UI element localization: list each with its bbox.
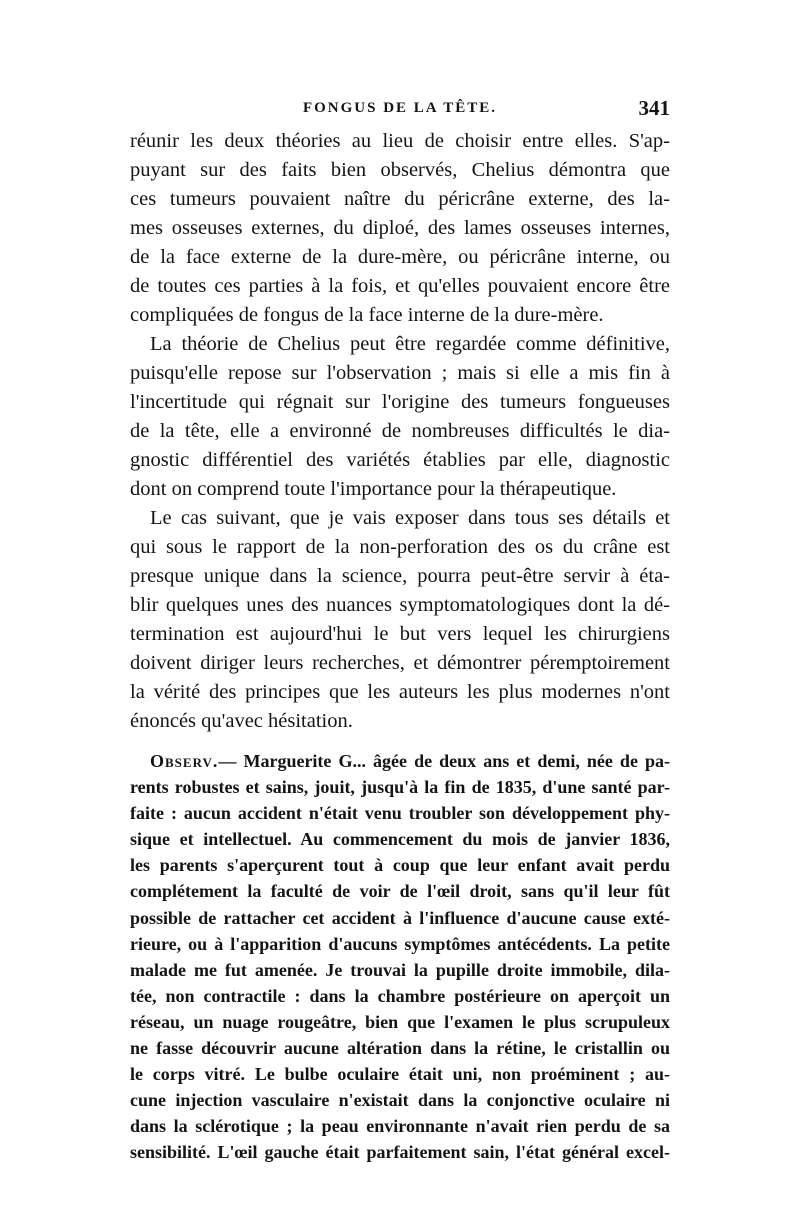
text-line: puisqu'elle repose sur l'observation ; mais si elle a mis fin à — [130, 362, 670, 384]
text-line: de la tête, elle a environné de nombreuses difficultés le dia- — [130, 420, 670, 442]
text-line: ces tumeurs pouvaient naître du péricrâne externe, des la- — [130, 188, 670, 210]
page-number: 341 — [638, 96, 670, 120]
text-line: ne fasse découvrir aucune altération dans la rétine, le cristallin ou — [130, 1038, 670, 1059]
running-title: FONGUS DE LA TÊTE. — [302, 100, 498, 116]
text-line: Le cas suivant, que je vais exposer dans tous ses détails et — [150, 507, 670, 529]
text-line: dans la sclérotique ; la peau environnante n'avait rien perdu de sa — [130, 1116, 670, 1137]
text-line: qui sous le rapport de la non-perforation des os du crâne est — [130, 536, 670, 558]
observation-block — [130, 748, 670, 1166]
observation-label: Observ. — [150, 751, 219, 771]
text-line: cune injection vasculaire n'existait dans la conjonctive oculaire ni — [130, 1090, 670, 1111]
text-line: dont on comprend toute l'importance pour la thérapeutique. — [130, 478, 617, 500]
text-line: rieure, ou à l'apparition d'aucuns symptômes antécédents. La petite — [130, 933, 670, 954]
text-line: La théorie de Chelius peut être regardée comme définitive, — [150, 333, 670, 355]
text-line: blir quelques unes des nuances symptomatologiques dont la dé- — [130, 594, 670, 616]
text-line: malade me fut amenée. Je trouvai la pupille droite immobile, dila- — [130, 959, 670, 980]
text-line: possible de rattacher cet accident à l'influence d'aucune cause exté- — [130, 907, 670, 928]
paragraph-3 — [130, 504, 670, 736]
text-line: l'incertitude qui régnait sur l'origine des tumeurs fongueuses — [130, 391, 670, 413]
text-line: énoncés qu'avec hésitation. — [130, 710, 353, 732]
text-line: de toutes ces parties à la fois, et qu'elles pouvaient encore être — [130, 275, 670, 297]
text-line: sique et intellectuel. Au commencement du mois de janvier 1836, — [130, 829, 670, 850]
text-line: compliquées de fongus de la face interne de la dure-mère. — [130, 304, 604, 326]
text-line: le corps vitré. Le bulbe oculaire était uni, non proéminent ; au- — [130, 1064, 670, 1085]
text-line: faite : aucun accident n'était venu troubler son développement phy- — [130, 803, 670, 824]
text-line: mes osseuses externes, du diploé, des lames osseuses internes, — [130, 217, 670, 239]
text-line: presque unique dans la science, pourra peut-être servir à éta- — [130, 565, 670, 587]
text-line: réseau, un nuage rougeâtre, bien que l'examen le plus scrupuleux — [130, 1011, 670, 1032]
text-line: complétement la faculté de voir de l'œil droit, sans qu'il leur fût — [130, 881, 670, 902]
text-line: gnostic différentiel des variétés établies par elle, diagnostic — [130, 449, 670, 471]
text-line: rents robustes et sains, jouit, jusqu'à la fin de 1835, d'une santé par- — [130, 777, 670, 798]
text-line: termination est aujourd'hui le but vers lequel les chirurgiens — [130, 623, 670, 645]
page-body — [130, 127, 670, 1166]
observation-first-line — [130, 748, 670, 774]
text-line: de la face externe de la dure-mère, ou péricrâne interne, ou — [130, 246, 670, 268]
paragraph-2 — [130, 330, 670, 504]
text-line: réunir les deux théories au lieu de choisir entre elles. S'ap- — [130, 130, 670, 152]
text-line: doivent diriger leurs recherches, et démontrer péremptoirement — [130, 652, 670, 674]
text-line: les parents s'aperçurent tout à coup que leur enfant avait perdu — [130, 855, 670, 876]
text-line: puyant sur des faits bien observés, Chelius démontra que — [130, 159, 670, 181]
text-line: sensibilité. L'œil gauche était parfaitement sain, l'état général excel- — [130, 1142, 670, 1163]
observation-first-line-text: — Marguerite G... âgée de deux ans et demi, née de pa- — [218, 751, 670, 771]
text-line: tée, non contractile : dans la chambre postérieure on aperçoit un — [130, 985, 670, 1006]
running-head — [130, 96, 670, 120]
text-line: la vérité des principes que les auteurs les plus modernes n'ont — [130, 681, 670, 703]
paragraph-1 — [130, 127, 670, 330]
